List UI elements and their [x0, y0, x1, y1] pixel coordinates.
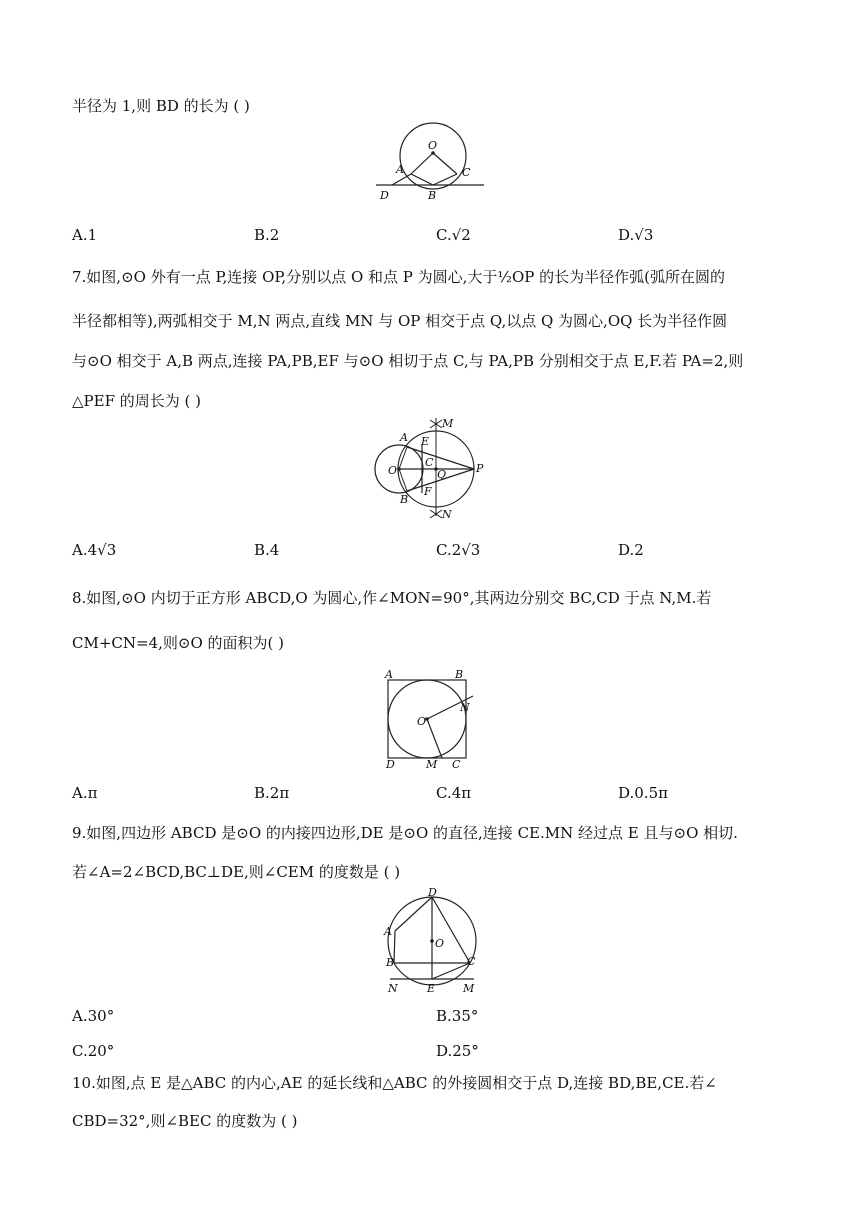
q9-text-line-2: 若∠A=2∠BCD,BC⊥DE,则∠CEM 的度数是 ( ) [72, 863, 401, 881]
q10-text-line-2: CBD=32°,则∠BEC 的度数为 ( ) [72, 1112, 298, 1130]
q6-label-C: C [462, 166, 471, 179]
q8-label-M: M [426, 758, 438, 768]
q8-label-A: A [385, 668, 393, 681]
q7-label-C: C [425, 456, 434, 469]
q6-label-B: B [428, 189, 437, 202]
q9-label-N: N [388, 982, 398, 994]
q9-option-a: A.30° [72, 1007, 115, 1025]
q9-label-M: M [463, 982, 475, 994]
q7-option-c: C.2√3 [436, 541, 481, 559]
q9-label-E: E [427, 982, 436, 994]
q9-option-b: B.35° [436, 1007, 479, 1025]
q6-figure [372, 122, 492, 204]
q8-option-c: C.4π [436, 784, 472, 802]
q7-label-O: O [388, 464, 398, 477]
q6-label-O: O [428, 139, 438, 152]
q8-label-C: C [452, 758, 461, 768]
q6-option-b: B.2 [254, 226, 280, 244]
q7-figure [370, 414, 495, 524]
q9-text-line-1: 9.如图,四边形 ABCD 是⊙O 的内接四边形,DE 是⊙O 的直径,连接 CE.MN 经过点 E 且与⊙O 相切. [72, 824, 738, 842]
q7-text-line-1: 7.如图,⊙O 外有一点 P,连接 OP,分别以点 O 和点 P 为圆心,大于½OP 的长为半径作弧(弧所在圆的 [72, 268, 725, 286]
q8-figure [380, 668, 480, 768]
q9-option-c: C.20° [72, 1042, 115, 1060]
q7-option-d: D.2 [618, 541, 644, 559]
q8-label-D: D [386, 758, 395, 768]
q7-label-E: E [421, 435, 430, 448]
q6-option-d: D.√3 [618, 226, 654, 244]
q7-label-P: P [476, 462, 484, 475]
q9-label-D: D [428, 888, 437, 899]
q7-label-M: M [442, 417, 454, 430]
q8-option-d: D.0.5π [618, 784, 668, 802]
q6-option-a: A.1 [72, 226, 98, 244]
q8-option-b: B.2π [254, 784, 290, 802]
q6-label-A: A [396, 163, 404, 176]
q7-label-Q: Q [437, 468, 447, 481]
q8-option-a: A.π [72, 784, 98, 802]
q9-figure [380, 888, 480, 994]
q7-option-a: A.4√3 [72, 541, 117, 559]
q9-label-B: B [386, 956, 395, 969]
q6-option-c: C.√2 [436, 226, 471, 244]
q7-label-N: N [442, 508, 452, 521]
q10-text-line-1: 10.如图,点 E 是△ABC 的内心,AE 的延长线和△ABC 的外接圆相交于点 D,连接 BD,BE,CE.若∠ [72, 1074, 717, 1092]
q7-label-F: F [424, 485, 432, 498]
q9-label-C: C [467, 955, 476, 968]
q9-label-O: O [435, 937, 445, 950]
q9-label-A: A [384, 925, 392, 938]
q7-text-line-3: 与⊙O 相交于 A,B 两点,连接 PA,PB,EF 与⊙O 相切于点 C,与 PA,PB 分别相交于点 E,F.若 PA=2,则 [72, 352, 744, 370]
q9-option-d: D.25° [436, 1042, 479, 1060]
q8-label-N: N [460, 701, 470, 714]
q7-text-line-4: △PEF 的周长为 ( ) [72, 392, 201, 410]
q8-label-B: B [455, 668, 464, 681]
q7-text-line-2: 半径都相等),两弧相交于 M,N 两点,直线 MN 与 OP 相交于点 Q,以点 Q 为圆心,OQ 长为半径作圆 [72, 312, 728, 330]
q6-label-D: D [380, 189, 389, 202]
q7-label-A: A [400, 431, 408, 444]
q8-label-O: O [417, 715, 427, 728]
q8-text-line-2: CM+CN=4,则⊙O 的面积为( ) [72, 634, 284, 652]
q8-text-line-1: 8.如图,⊙O 内切于正方形 ABCD,O 为圆心,作∠MON=90°,其两边分别交 BC,CD 于点 N,M.若 [72, 589, 712, 607]
q7-option-b: B.4 [254, 541, 280, 559]
q7-label-B: B [400, 493, 409, 506]
q6-text-line-1: 半径为 1,则 BD 的长为 ( ) [72, 97, 250, 115]
